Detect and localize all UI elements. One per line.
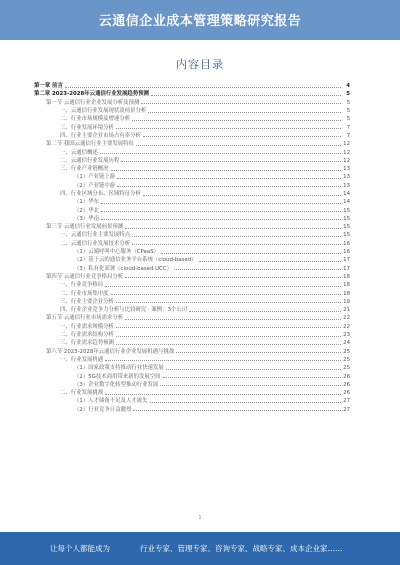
toc-entry-label: 第六节 2023-2028年云通信行业企业发展机遇与挑战 — [46, 348, 175, 355]
toc-entry[interactable] — [34, 165, 350, 173]
toc-entry-page: 18 — [343, 273, 350, 280]
toc-leader-dots — [150, 402, 341, 403]
toc-leader-dots — [105, 394, 341, 395]
toc-entry-label: 二、行业需求结构分析 — [60, 332, 114, 339]
toc-leader-dots — [116, 302, 341, 303]
toc-entry-page: 19 — [343, 298, 350, 305]
toc-entry-page: 17 — [343, 265, 350, 272]
toc-entry[interactable] — [34, 331, 350, 339]
toc-leader-dots — [136, 145, 341, 146]
toc-entry-label: 三、行业发展环境分析 — [60, 124, 114, 131]
toc-leader-dots — [116, 327, 341, 328]
toc-entry[interactable] — [34, 256, 350, 264]
toc-entry[interactable] — [34, 339, 350, 347]
toc-entry[interactable] — [34, 314, 350, 322]
toc-entry-label: 二、云通信行业发展技术分析 — [60, 240, 131, 247]
toc-entry[interactable] — [34, 372, 350, 380]
toc-entry-label: （3）私有化部署（cloud-based UCC） — [74, 265, 172, 272]
page-number: 1 — [198, 515, 202, 521]
toc-entry-label: 四、行业主要企业市场占有率分析 — [60, 132, 141, 139]
toc-entry-label: 三、行业需求趋势预测 — [60, 340, 114, 347]
toc-entry[interactable] — [34, 348, 350, 356]
toc-leader-dots — [132, 244, 341, 245]
toc-leader-dots — [117, 178, 341, 179]
toc-entry-page: 13 — [343, 174, 350, 181]
toc-entry[interactable] — [34, 240, 350, 248]
toc-entry-label: 一、云通信行业主要发展特点 — [60, 232, 131, 239]
toc-entry-page: 23 — [343, 332, 350, 339]
toc-entry-label: （2）华北 — [74, 207, 99, 214]
toc-entry-label: 二、行业市场规模及增速分析 — [60, 116, 131, 123]
toc-entry-label: （1）国家政策支持推动行业快速发展 — [74, 365, 164, 372]
toc-leader-dots — [101, 211, 341, 212]
toc-entry-page: 5 — [346, 116, 350, 123]
toc-leader-dots — [111, 170, 341, 171]
toc-entry-page: 27 — [343, 398, 350, 405]
toc-entry[interactable] — [34, 182, 350, 190]
toc-entry-page: 18 — [343, 290, 350, 297]
toc-entry-page: 16 — [343, 240, 350, 247]
toc-entry-label: 二、行业市场集中度 — [60, 290, 109, 297]
toc-entry[interactable] — [34, 198, 350, 206]
toc-entry[interactable] — [34, 323, 350, 331]
toc-leader-dots — [121, 161, 341, 162]
toc-entry[interactable] — [34, 265, 350, 273]
toc-entry-page: 21 — [343, 307, 350, 314]
toc-entry-label: 三、行业主要企业分析 — [60, 298, 114, 305]
toc-leader-dots — [101, 203, 341, 204]
toc-entry-label: 第四节 云通信行业竞争格局分析 — [46, 273, 124, 280]
toc-entry-label: （1）人才储备不足及人才流失 — [74, 398, 148, 405]
toc-entry-label: （2）5G技术商用带来新的发展空间 — [74, 373, 161, 380]
toc-entry-page: 14 — [343, 191, 350, 197]
toc-entry-label: 一、云通信概述 — [60, 149, 98, 156]
toc-entry-page: 14 — [343, 199, 350, 206]
toc-entry-label: 第二节 我国云通信行业主要发展特征 — [46, 141, 134, 148]
toc-entry[interactable] — [34, 381, 350, 389]
toc-leader-dots — [161, 253, 341, 254]
toc-leader-dots — [111, 294, 341, 295]
toc-entry-page: 13 — [343, 182, 350, 189]
toc-entry-label: 一、云通信行业发展现状及前景分析 — [60, 108, 147, 115]
toc-entry-label: （1）产业链上游 — [74, 174, 116, 181]
toc-entry[interactable] — [34, 157, 350, 165]
toc-entry-label: 一、行业需求规模分析 — [60, 323, 114, 330]
toc-entry-page: 26 — [343, 381, 350, 388]
toc-entry-page: 26 — [343, 390, 350, 397]
toc-entry-page: 25 — [343, 348, 350, 355]
toc-entry-page: 15 — [343, 215, 350, 222]
toc-entry-page: 26 — [343, 373, 350, 380]
toc-leader-dots — [174, 269, 341, 270]
toc-entry-label: 第三节 云通信行业发展前景预测 — [46, 224, 124, 231]
toc-entry-label: 第一节 云通信行业企业发展分析及预测 — [46, 99, 140, 106]
toc-entry-page: 27 — [343, 406, 350, 413]
toc-leader-dots — [105, 286, 341, 287]
toc-entry-label: （3）企业数字化转型推动行业发展 — [74, 381, 159, 388]
toc-entry-label: 第一章 前言 — [34, 83, 63, 90]
toc-entry-label: （2）基于云的通信业务平台系统（cloud-based） — [74, 257, 197, 264]
toc-entry-page: 25 — [343, 356, 350, 363]
toc-entry[interactable] — [34, 281, 350, 289]
toc-entry[interactable] — [34, 90, 350, 98]
toc-leader-dots — [116, 344, 341, 345]
toc-leader-dots — [116, 336, 341, 337]
toc-entry-label: 一、行业发展机遇 — [60, 356, 104, 363]
toc-entry[interactable] — [34, 206, 350, 214]
toc-entry-page: 18 — [343, 282, 350, 289]
toc-entry-page: 15 — [343, 224, 350, 231]
toc-entry[interactable] — [34, 248, 350, 256]
toc-entry[interactable] — [34, 389, 350, 397]
toc-entry[interactable] — [34, 115, 350, 123]
toc-entry-page: 24 — [343, 340, 350, 347]
toc-leader-dots — [151, 95, 341, 96]
toc-entry[interactable] — [34, 140, 350, 148]
toc-entry-label: 四、行业企业竞争力分析与比较研究 · 案例：3个公司 — [60, 307, 188, 314]
toc-entry[interactable] — [34, 190, 350, 198]
toc-entry[interactable] — [34, 215, 350, 223]
toc-entry[interactable] — [34, 231, 350, 239]
toc-entry[interactable] — [34, 99, 350, 107]
toc-entry-page: 5 — [346, 108, 350, 115]
toc-entry-page: 4 — [346, 83, 350, 90]
toc-leader-dots — [199, 261, 342, 262]
report-title: 云通信企业成本管理策略研究报告 — [98, 14, 302, 29]
toc-entry-page: 5 — [346, 91, 350, 98]
toc-entry[interactable] — [34, 107, 350, 115]
toc-leader-dots — [160, 385, 341, 386]
toc-leader-dots — [132, 120, 341, 121]
toc-entry-label: 第二章 2023-2028年云通信行业发展趋势预测 — [34, 91, 149, 98]
toc-entry-page: 13 — [343, 166, 350, 173]
toc-entry-label: 二、云通信行业发展历程 — [60, 157, 120, 164]
toc-entry[interactable] — [34, 148, 350, 156]
toc-leader-dots — [117, 186, 341, 187]
footer-tagline: 行业专家、管理专家、咨询专家、战略专家、成本企业家…… — [140, 544, 343, 553]
toc-entry-page: 22 — [343, 315, 350, 322]
toc-entry-label: 三、行业产业链概况 — [60, 166, 109, 173]
toc-leader-dots — [125, 319, 341, 320]
table-of-contents — [34, 82, 350, 414]
toc-entry-page: 17 — [343, 257, 350, 264]
toc-entry-page: 15 — [343, 207, 350, 214]
toc-leader-dots — [141, 103, 341, 104]
toc-leader-dots — [65, 87, 341, 88]
toc-entry-label: 一、行业竞争格局 — [60, 282, 104, 289]
toc-entry-page: 12 — [343, 149, 350, 156]
toc-entry[interactable] — [34, 82, 350, 90]
toc-entry[interactable] — [34, 406, 350, 414]
toc-entry[interactable] — [34, 123, 350, 131]
toc-entry[interactable] — [34, 173, 350, 181]
toc-entry[interactable] — [34, 273, 350, 281]
toc-entry-page: 7 — [346, 124, 350, 131]
toc-leader-dots — [105, 360, 341, 361]
toc-entry-label: （1）云端呼叫中心服务（CPaaS） — [74, 249, 159, 256]
toc-entry[interactable] — [34, 132, 350, 140]
toc-entry-page: 15 — [343, 232, 350, 239]
toc-leader-dots — [163, 377, 341, 378]
footer-band — [0, 532, 400, 565]
footer-slogan: 让每个人都能成为 — [50, 544, 110, 553]
toc-leader-dots — [132, 236, 341, 237]
toc-leader-dots — [148, 112, 341, 113]
toc-entry-label: 四、行业区域分布、区域特征分析 — [60, 191, 141, 197]
toc-entry-label: （1）华东 — [74, 199, 99, 206]
toc-entry[interactable] — [34, 289, 350, 297]
toc-entry-page: 22 — [343, 323, 350, 330]
toc-entry-page: 12 — [343, 157, 350, 164]
toc-entry-page: 25 — [343, 365, 350, 372]
toc-entry-label: （3）华南 — [74, 215, 99, 222]
toc-heading: 内容目录 — [176, 58, 224, 71]
toc-entry[interactable] — [34, 364, 350, 372]
toc-entry-page: 5 — [346, 99, 350, 106]
toc-leader-dots — [125, 228, 341, 229]
toc-entry[interactable] — [34, 356, 350, 364]
toc-leader-dots — [143, 136, 341, 137]
toc-leader-dots — [101, 219, 341, 220]
toc-leader-dots — [189, 311, 341, 312]
toc-entry-label: 二、行业发展挑战 — [60, 390, 104, 397]
toc-entry-page: 16 — [343, 249, 350, 256]
toc-entry-label: （2）行业竞争日益激烈 — [74, 406, 132, 413]
toc-entry[interactable] — [34, 397, 350, 405]
toc-entry-page: 7 — [346, 132, 350, 139]
toc-entry-label: （2）产业链中游 — [74, 182, 116, 189]
toc-leader-dots — [166, 369, 341, 370]
toc-entry[interactable] — [34, 298, 350, 306]
toc-entry[interactable] — [34, 306, 350, 314]
toc-leader-dots — [125, 277, 341, 278]
toc-entry-label: 第五节 云通信行业市场需求分析 — [46, 315, 124, 322]
toc-leader-dots — [133, 410, 341, 411]
toc-entry[interactable] — [34, 223, 350, 231]
toc-leader-dots — [176, 352, 341, 353]
toc-leader-dots — [116, 128, 341, 129]
toc-leader-dots — [143, 195, 341, 196]
toc-entry-page: 12 — [343, 141, 350, 148]
toc-leader-dots — [100, 153, 341, 154]
